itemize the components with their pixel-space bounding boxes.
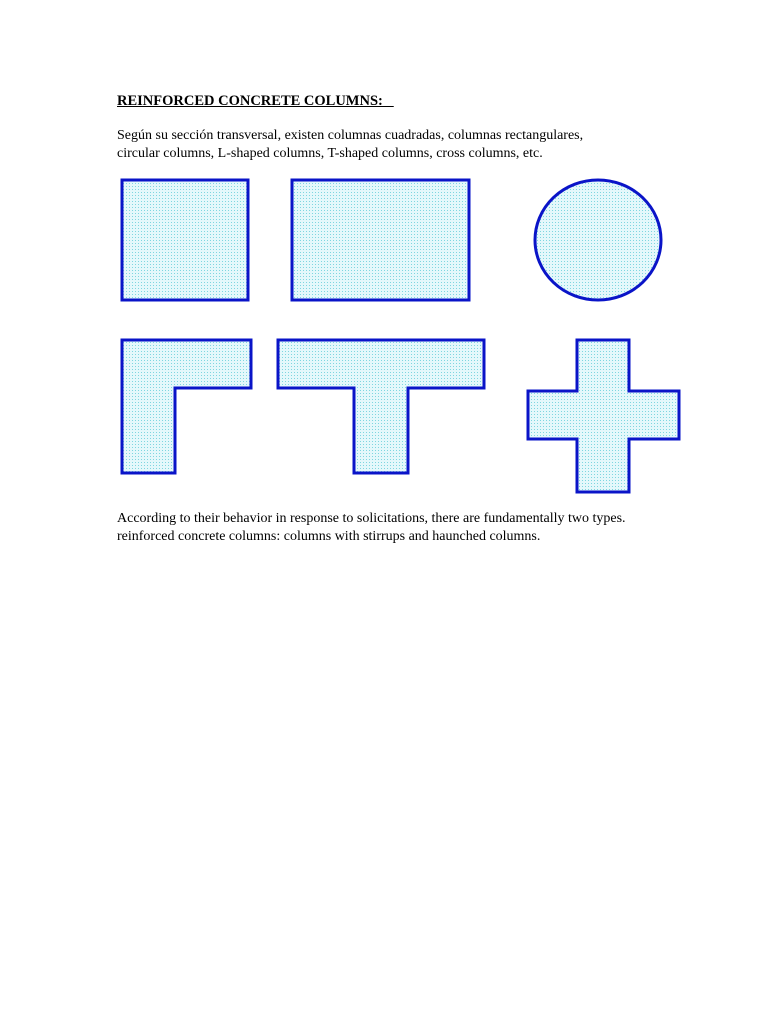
circular-section [535,180,661,300]
t-shaped-section [278,340,484,473]
outro-line-2: reinforced concrete columns: columns with stirrups and haunched columns. [117,528,541,544]
outro-paragraph [117,510,626,545]
intro-line-1: Según su sección transversal, existen columnas cuadradas, columnas rectangulares, [117,128,584,143]
cross-section [528,340,679,492]
document-heading: REINFORCED CONCRETE COLUMNS: [117,93,394,109]
intro-paragraph [117,127,583,162]
l-shaped-section [122,340,251,473]
intro-line-2: circular columns, L-shaped columns, T-shaped columns, cross columns, etc. [117,145,543,161]
rectangular-section [292,180,469,300]
outro-line-1: According to their behavior in response to solicitations, there are fundamentally two types. [117,511,626,526]
square-section [122,180,248,300]
